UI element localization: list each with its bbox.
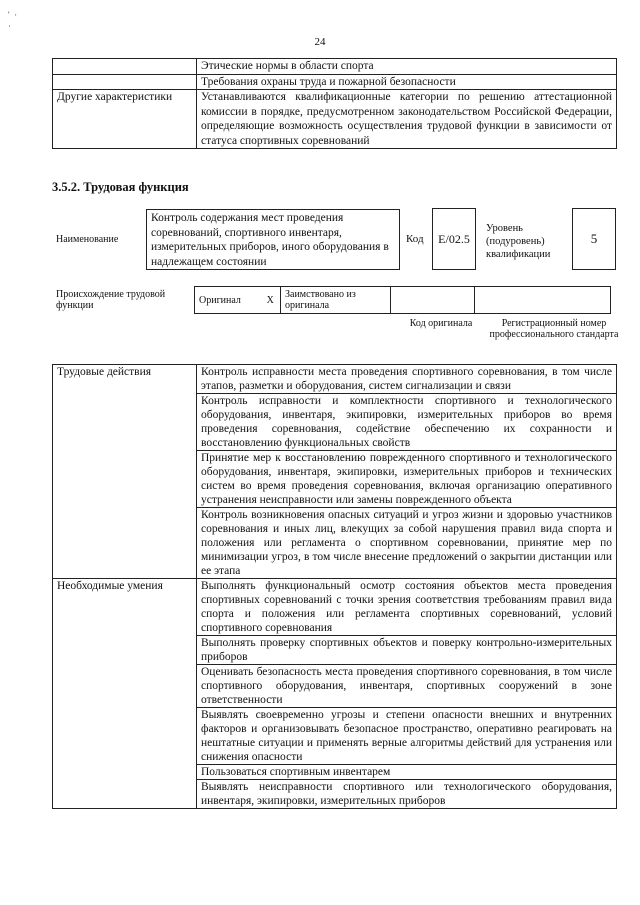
table-row [53, 90, 617, 149]
origin-table [194, 286, 611, 314]
row-label [53, 59, 197, 75]
name-label: Наименование [56, 234, 119, 245]
row-label [53, 74, 197, 90]
registration-number-cell [475, 287, 611, 314]
qualification-level-label: Уровень (подуровень) квалификации [486, 223, 551, 260]
function-code-value: E/02.5 [438, 231, 470, 246]
labor-actions-label: Трудовые действия [53, 365, 197, 579]
labor-action-item: Контроль исправности и комплектности спортивного и технологического оборудования, инвентаря, экипировки, измерительных приборов во время проведения соревнования, содействие обеспечению их сохранности и восстановлению функциональных свойств [197, 394, 617, 451]
labor-action-item: Принятие мер к восстановлению поврежденного спортивного и технологического оборудования, инвентаря, экипировки, измерительных приборов и технических систем во время проведения соревнования, включая организацию оперативного устранения неисправности или замены поврежденного объекта [197, 451, 617, 508]
original-mark: X [261, 287, 281, 314]
table-row [53, 579, 617, 636]
qualification-level-box [572, 208, 616, 270]
skill-item: Пользоваться спортивным инвентарем [197, 765, 617, 780]
table-row [53, 365, 617, 394]
skill-item: Выявлять своевременно угрозы и степени опасности внешних и внутренних факторов и организовывать безопасное пространство, оперативно реагировать на нештатные ситуации и применять верные алгоритмы действий для устранения или снижения опасности [197, 708, 617, 765]
code-label: Код [406, 233, 424, 245]
original-code-caption: Код оригинала [409, 318, 473, 329]
scan-specks: ' · · [8, 10, 18, 31]
labor-action-item: Контроль возникновения опасных ситуаций и угроз жизни и здоровью участников соревнования и иных лиц, влекущих за собой нарушения правил вида спорта и положения или регламента о спортивном соревновании, принятие мер по минимизации угроз, в том числе внесение предложений о закрытии дистанции или ее этапа [197, 508, 617, 579]
top-characteristics-table [52, 58, 617, 149]
row-text: Требования охраны труда и пожарной безопасности [197, 74, 617, 90]
section-title: 3.5.2. Трудовая функция [52, 180, 189, 194]
page-number: 24 [314, 36, 326, 48]
row-label: Другие характеристики [53, 90, 197, 149]
borrowed-label: Заимствовано из оригинала [281, 287, 391, 314]
labor-functions-table [52, 364, 617, 809]
required-skills-label: Необходимые умения [53, 579, 197, 809]
labor-action-item: Контроль исправности места проведения спортивного соревнования, в том числе этапов, разметки и оборудования, систем сигнализации и связи [197, 365, 617, 394]
table-row [53, 59, 617, 75]
table-row [53, 74, 617, 90]
qualification-level-value: 5 [590, 231, 598, 246]
original-code-cell [391, 287, 475, 314]
skill-item: Выявлять неисправности спортивного или технологического оборудования, инвентаря, экипировки, измерительных приборов [197, 780, 617, 809]
origin-label: Происхождение трудовой функции [56, 289, 166, 311]
function-name-box: Контроль содержания мест проведения соревнований, спортивного инвентаря, измерительных приборов, иного оборудования в надлежащем состоянии [146, 209, 400, 270]
skill-item: Выполнять функциональный осмотр состояния объектов места проведения спортивных соревнований с точки зрения соответствия требованиям правил вида спорта и положения или регламента спортивных соревнований, условий спортивного соревнования [197, 579, 617, 636]
registration-number-caption: Регистрационный номер профессионального стандарта [489, 318, 619, 340]
skill-item: Оценивать безопасность места проведения спортивного соревнования, в том числе спортивного оборудования, инвентаря, спортивных сооружений в зоне ответственности [197, 665, 617, 708]
row-text: Устанавливаются квалификационные категории по решению аттестационной комиссии в порядке, предусмотренном законодательством Российской Федерации, определяющие возможность осуществления трудовой функции в зависимости от статуса спортивных соревнований [197, 90, 617, 149]
skill-item: Выполнять проверку спортивных объектов и поверку контрольно-измерительных приборов [197, 636, 617, 665]
function-code-box [432, 208, 476, 270]
row-text: Этические нормы в области спорта [197, 59, 617, 75]
original-label: Оригинал [195, 287, 261, 314]
